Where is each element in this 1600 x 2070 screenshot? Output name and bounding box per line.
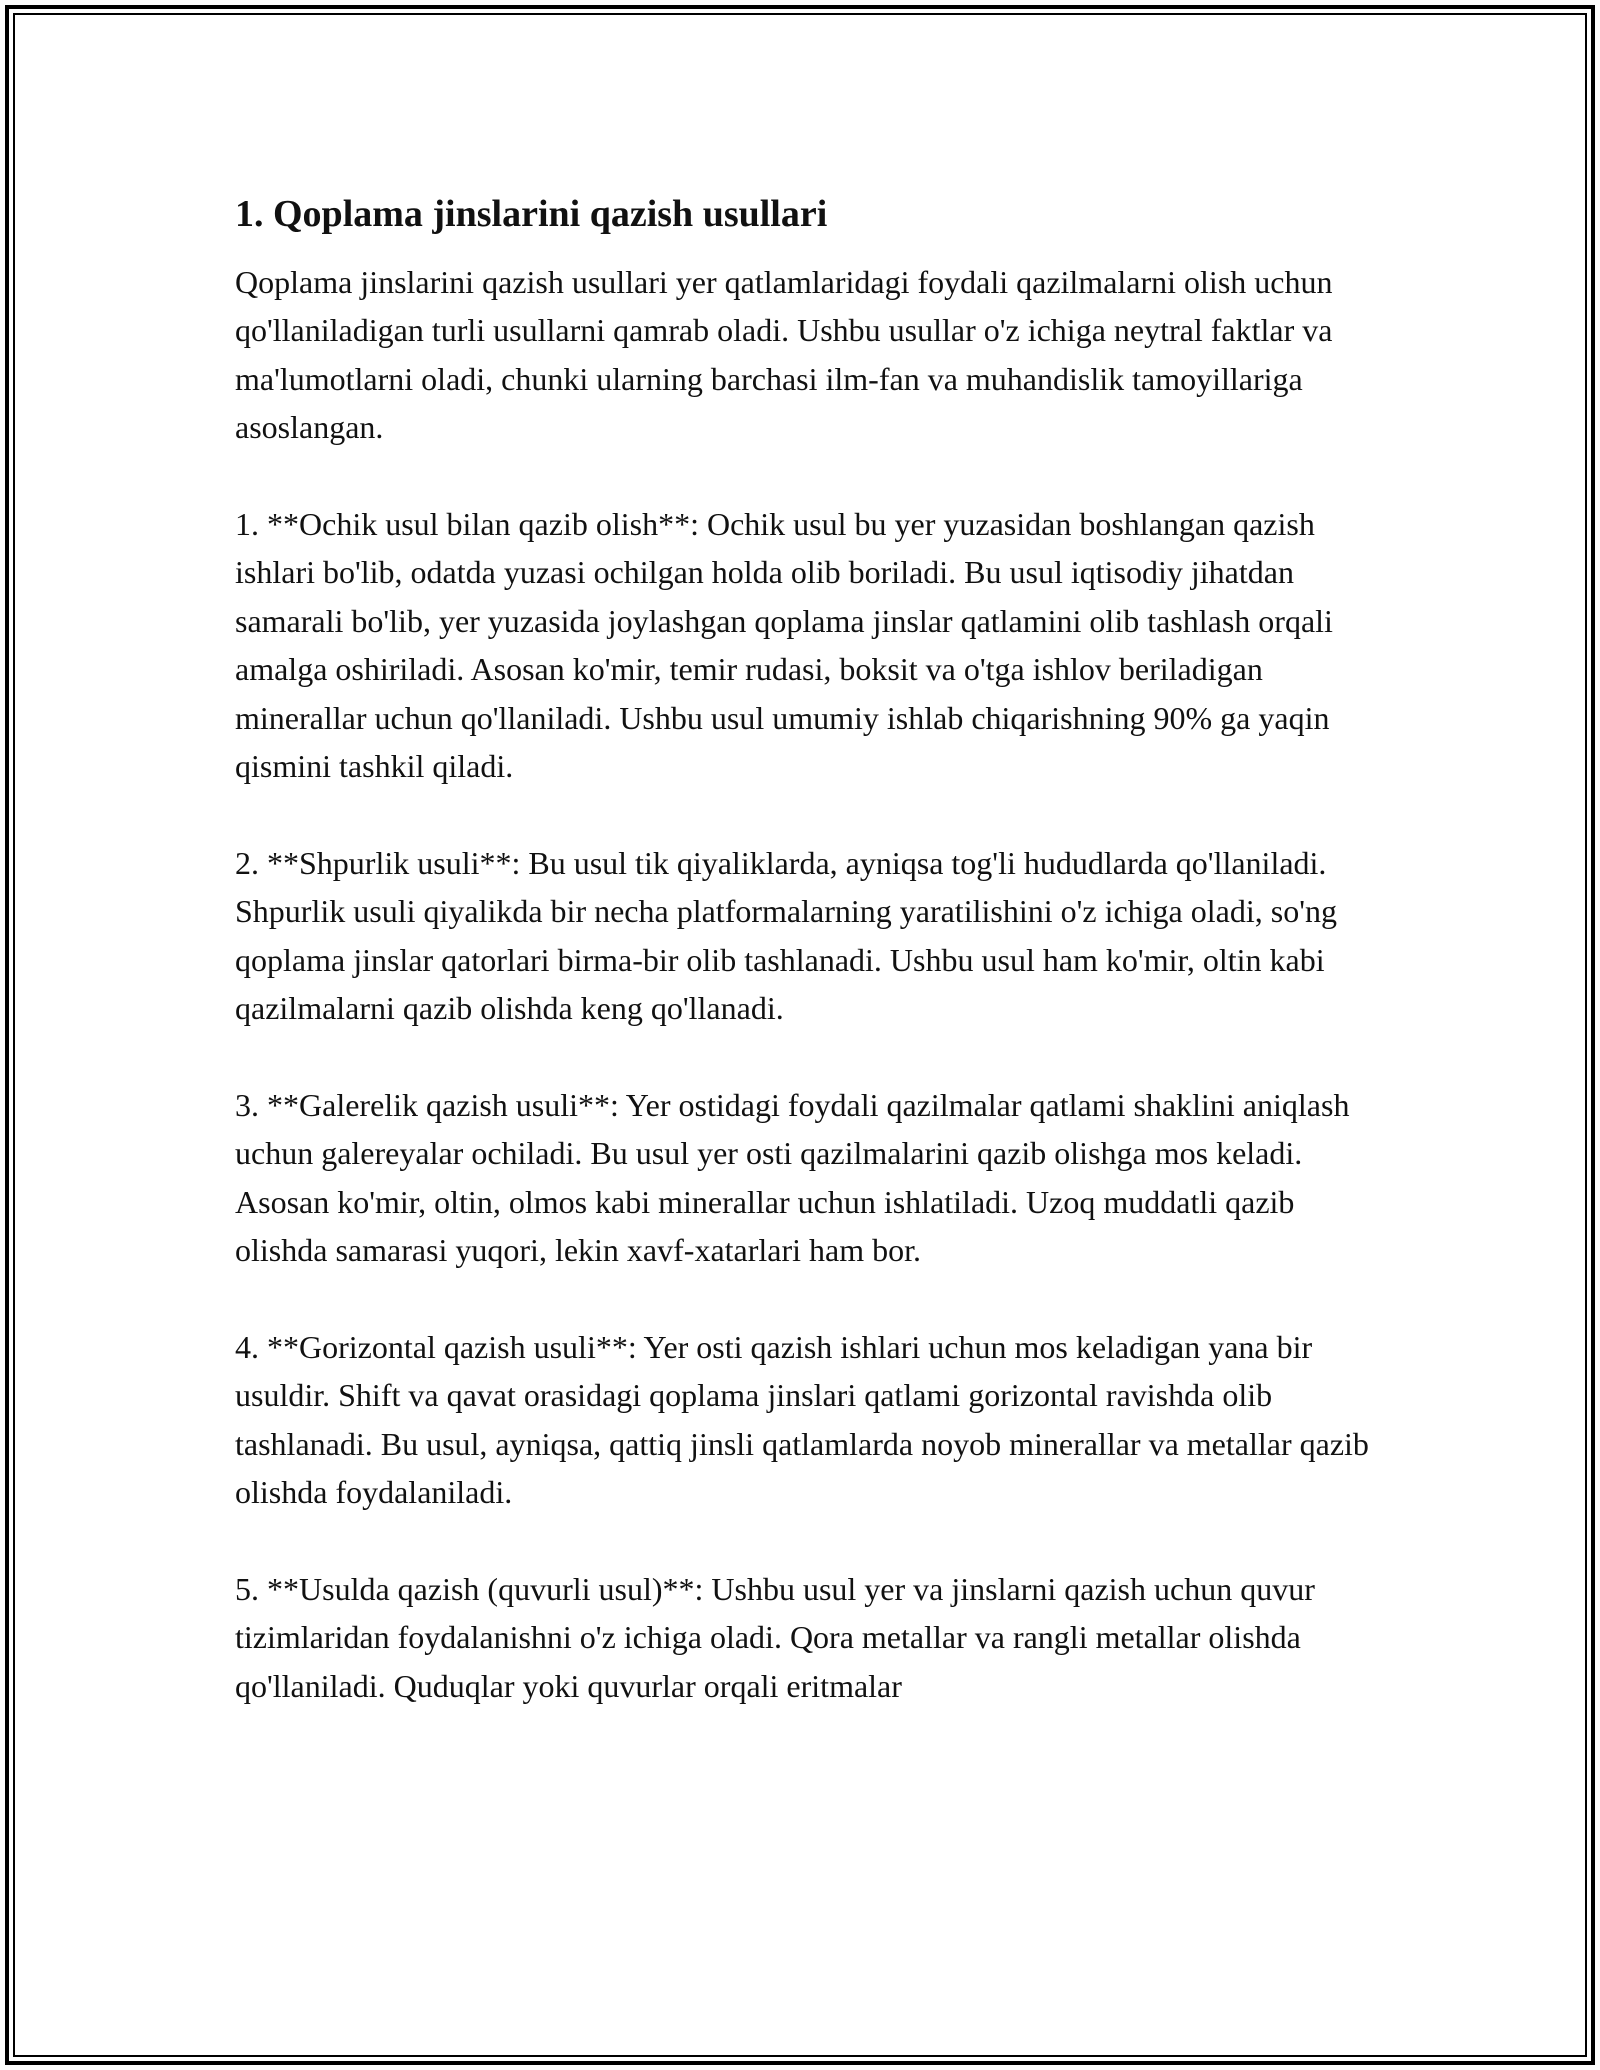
method-paragraph-pipe: 5. **Usulda qazish (quvurli usul)**: Ushbu usul yer va jinslarni qazish uchun quvur tizimlaridan foydalanishni o'z ichiga oladi. Qora metallar va rangli metallar olishda qo'llaniladi. Quduqlar yoki quvurlar orqali eritmalar — [235, 1570, 1315, 1704]
method-paragraph-gallery: 3. **Galerelik qazish usuli**: Yer ostidagi foydali qazilmalar qatlami shaklini aniqlash uchun galereyalar ochiladi. Bu usul yer osti qazilmalarini qazib olishga mos keladi. Asosan ko'mir, oltin, olmos kabi minerallar uchun ishlatiladi. Uzoq muddatli qazib olishda samarasi yuqori, lekin xavf-xatarlari ham bor. — [235, 1086, 1350, 1269]
method-paragraph-open-pit: 1. **Ochik usul bilan qazib olish**: Ochik usul bu yer yuzasidan boshlangan qazish ishlari bo'lib, odatda yuzasi ochilgan holda olib boriladi. Bu usul iqtisodiy jihatdan samarali bo'lib, yer yuzasida joylashgan qoplama jinslar qatlamini olib tashlash orqali amalga oshiriladi. Asosan ko'mir, temir rudasi, boksit va o'tga ishlov beriladigan minerallar uchun qo'llaniladi. Ushbu usul umumiy ishlab chiqarishning 90% ga yaqin qismini tashkil qiladi. — [235, 506, 1333, 785]
document-title: 1. Qoplama jinslarini qazish usullari — [235, 193, 828, 235]
method-paragraph-horizontal: 4. **Gorizontal qazish usuli**: Yer osti qazish ishlari uchun mos keladigan yana bir usuldir. Shift va qavat orasidagi qoplama jinslari qatlami gorizontal ravishda olib tashlanadi. Bu usul, ayniqsa, qattiq jinsli qatlamlarda noyob minerallar va metallar qazib olishda foydalaniladi. — [235, 1328, 1369, 1511]
document-body — [235, 188, 1375, 1759]
method-paragraph-shpurlik: 2. **Shpurlik usuli**: Bu usul tik qiyaliklarda, ayniqsa tog'li hududlarda qo'llaniladi. Shpurlik usuli qiyalikda bir necha platformalarning yaratilishini o'z ichiga oladi, so'ng qoplama jinslar qatorlari birma-bir olib tashlanadi. Ushbu usul ham ko'mir, oltin kabi qazilmalarni qazib olishda keng qo'llanadi. — [235, 844, 1337, 1027]
intro-paragraph: Qoplama jinslarini qazish usullari yer qatlamlaridagi foydali qazilmalarni olish uchun qo'llaniladigan turli usullarni qamrab oladi. Ushbu usullar o'z ichiga neytral faktlar va ma'lumotlarni oladi, chunki ularning barchasi ilm-fan va muhandislik tamoyillariga asoslangan. — [235, 264, 1333, 446]
